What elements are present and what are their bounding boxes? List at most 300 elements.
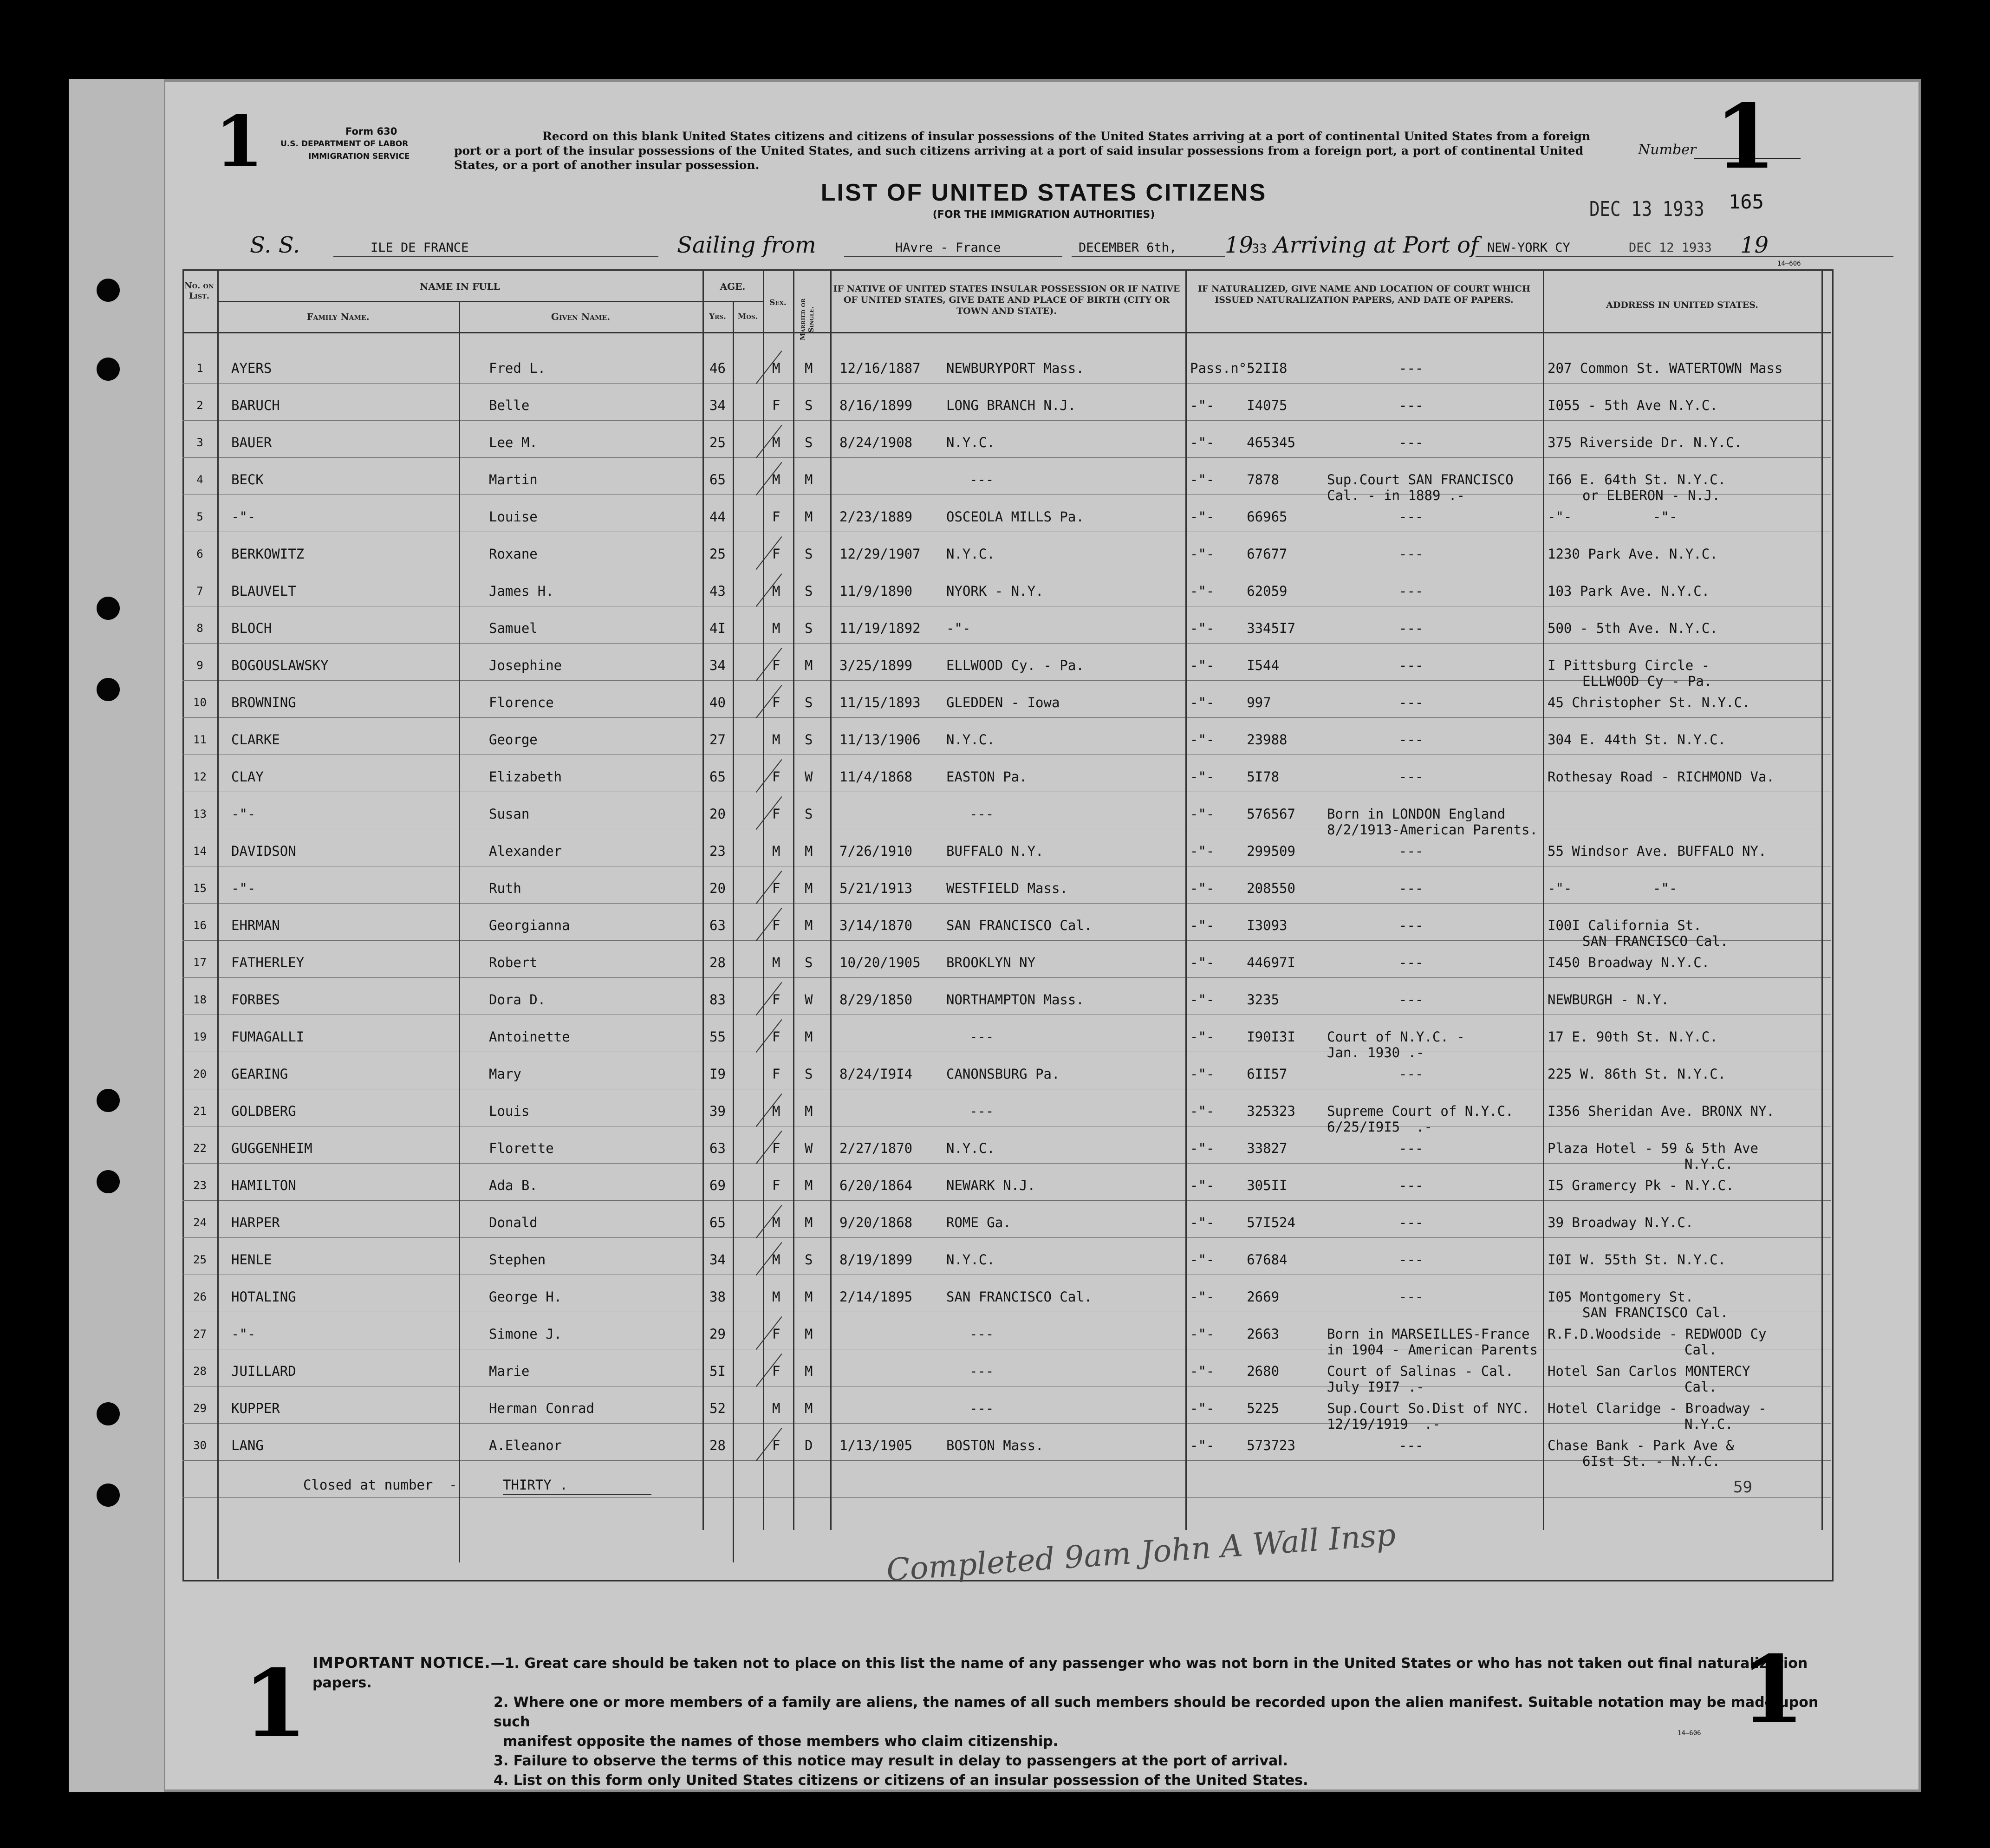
papers-number: -"- 2680 [1190, 1363, 1280, 1379]
marital-status: M [805, 1289, 813, 1305]
age-years: 55 [709, 1029, 726, 1045]
court-info: Sup.Court SAN FRANCISCO [1327, 472, 1514, 488]
column-divider [830, 269, 832, 1530]
row-rule [182, 1163, 1831, 1164]
given-name: Lee M. [489, 435, 538, 450]
age-years: 23 [709, 843, 726, 859]
page-title: LIST OF UNITED STATES CITIZENS [820, 179, 1267, 206]
row-rule [182, 717, 1831, 718]
court-info-line2: Cal. - in 1889 .- [1327, 488, 1465, 503]
marital-status: M [805, 1215, 813, 1230]
ship-underline [333, 256, 658, 257]
family-name: FATHERLEY [231, 955, 305, 970]
family-name: GOLDBERG [231, 1103, 296, 1119]
form-instructions: Record on this blank United States citizens and citizens of insular possessions of the United States arriving at a port of continental United States from a foreign port or a port of the insular possessions of the United States, and such citizens arriving at a port of said insular possessions from a foreign port, a port of continental United States, or a port of another insular possession. [454, 130, 1591, 172]
column-divider [1821, 269, 1823, 1530]
papers-number: -"- 3235 [1190, 992, 1280, 1008]
row-number: 8 [196, 622, 203, 635]
address: 225 W. 86th St. N.Y.C. [1548, 1066, 1726, 1082]
header-sex: Sex. [769, 298, 787, 307]
papers-number: -"- 6II57 [1190, 1066, 1288, 1082]
address: I66 E. 64th St. N.Y.C. [1548, 472, 1726, 488]
row-number: 28 [193, 1365, 207, 1378]
family-name: BLAUVELT [231, 583, 296, 599]
row-number: 24 [193, 1216, 207, 1229]
sailing-label: Sailing from [677, 232, 816, 258]
sex: F [772, 769, 780, 785]
birth-date: 5/21/1913 [839, 880, 913, 896]
age-years: 63 [709, 1140, 726, 1156]
header-family-name: Family Name. [306, 311, 370, 322]
given-name: Ada B. [489, 1178, 538, 1193]
given-name: Georgianna [489, 917, 570, 933]
ss-label: S. S. [250, 232, 300, 258]
court-info: --- [1399, 360, 1424, 376]
birth-place: BROOKLYN NY [946, 955, 1036, 970]
court-info: Born in LONDON England [1327, 806, 1506, 822]
arrival-port: NEW-YORK CY [1487, 241, 1570, 255]
row-rule [182, 1237, 1831, 1238]
age-years: 63 [709, 917, 726, 933]
notice-item-1: —1. Great care should be taken not to place on this list the name of any passenger who was not born in the United States or who has not taken out final naturalization papers. [312, 1655, 1808, 1691]
row-number: 7 [196, 585, 203, 598]
marital-status: S [805, 1066, 813, 1082]
given-name: Elizabeth [489, 769, 562, 785]
given-name: Fred L. [489, 360, 546, 376]
court-info: --- [1399, 1178, 1424, 1193]
court-info: --- [1399, 620, 1424, 636]
marital-status: M [805, 1029, 813, 1045]
departure-date: DECEMBER 6th, [1079, 241, 1177, 255]
birth-date: 8/16/1899 [839, 397, 913, 413]
sex: M [772, 1400, 780, 1416]
age-years: 28 [709, 955, 726, 970]
closed-at-value: THIRTY . [503, 1477, 568, 1493]
address: 500 - 5th Ave. N.Y.C. [1548, 620, 1718, 636]
court-info-line2: July I9I7 .- [1327, 1379, 1424, 1395]
court-info: --- [1399, 1289, 1424, 1305]
notice-item-4: 4. List on this form only United States citizens or citizens of an insular possession of the United States. [494, 1772, 1308, 1789]
marital-status: S [805, 732, 813, 748]
header-given-name: Given Name. [551, 311, 611, 322]
court-info: --- [1399, 435, 1424, 450]
given-name: Louise [489, 509, 538, 525]
row-number: 17 [193, 956, 207, 969]
column-divider [702, 269, 704, 1530]
papers-number: -"- 573723 [1190, 1438, 1295, 1453]
family-name: LANG [231, 1438, 264, 1453]
marital-status: M [805, 1103, 813, 1119]
sex: F [772, 1066, 780, 1082]
birth-date: 2/14/1895 [839, 1289, 913, 1305]
family-name: GEARING [231, 1066, 288, 1082]
header-naturalized: IF NATURALIZED, GIVE NAME AND LOCATION OF COURT WHICH ISSUED NATURALIZATION PAPERS, AND DATE OF PAPERS. [1198, 284, 1530, 305]
header-name-in-full: NAME IN FULL [420, 281, 500, 292]
birth-place: NORTHAMPTON Mass. [946, 992, 1084, 1008]
address: Chase Bank - Park Ave & [1548, 1438, 1734, 1453]
family-name: HENLE [231, 1252, 272, 1268]
voyage-line [250, 232, 1801, 260]
given-name: George H. [489, 1289, 562, 1305]
form-number: Form 630 [345, 126, 397, 137]
birth-place: CANONSBURG Pa. [946, 1066, 1060, 1082]
sex: M [772, 1215, 780, 1230]
papers-number: -"- 67677 [1190, 546, 1288, 562]
row-number: 14 [193, 845, 207, 858]
stamp-number: 165 [1729, 190, 1764, 213]
age-years: 65 [709, 1215, 726, 1230]
court-info-line2: 12/19/1919 .- [1327, 1416, 1441, 1432]
form-code-bottom: 14—606 [1678, 1730, 1701, 1737]
sex: M [772, 1103, 780, 1119]
age-years: 25 [709, 546, 726, 562]
court-info: --- [1399, 955, 1424, 970]
sex: M [772, 360, 780, 376]
given-name: Martin [489, 472, 538, 488]
notice-item-2a: 2. Where one or more members of a family are aliens, the names of all such members should be recorded upon the alien manifest. Suitable notation may be made upon such [494, 1694, 1819, 1730]
family-name: CLAY [231, 769, 264, 785]
notice-item-3: 3. Failure to observe the terms of this notice may result in delay to passengers at the port of arrival. [494, 1753, 1288, 1769]
sex: F [772, 657, 780, 673]
marital-status: M [805, 843, 813, 859]
header-age: AGE. [720, 281, 746, 292]
family-name: EHRMAN [231, 917, 280, 933]
address: -"- -"- [1548, 509, 1678, 525]
age-years: 43 [709, 583, 726, 599]
birth-date: 8/24/1908 [839, 435, 913, 450]
address: Hotel Claridge - Broadway - [1548, 1400, 1767, 1416]
notice-item-2b: manifest opposite the names of those members who claim citizenship. [503, 1733, 1059, 1750]
row-number: 30 [193, 1439, 207, 1452]
marital-status: S [805, 955, 813, 970]
birth-place: BOSTON Mass. [946, 1438, 1044, 1453]
row-rule [182, 1423, 1831, 1424]
address: 17 E. 90th St. N.Y.C. [1548, 1029, 1718, 1045]
row-number: 11 [193, 733, 207, 746]
papers-number: -"- 208550 [1190, 880, 1295, 896]
address: -"- -"- [1548, 880, 1678, 896]
court-info: --- [1399, 546, 1424, 562]
row-number: 25 [193, 1253, 207, 1266]
column-divider [217, 269, 219, 1579]
year-value: 33 [1252, 241, 1267, 256]
address-line2: 6Ist St. - N.Y.C. [1582, 1453, 1720, 1469]
birth-place: NEWBURYPORT Mass. [946, 360, 1084, 376]
age-years: 69 [709, 1178, 726, 1193]
sex: M [772, 620, 780, 636]
address: 103 Park Ave. N.Y.C. [1548, 583, 1710, 599]
birth-place: --- [969, 1326, 994, 1342]
given-name: Dora D. [489, 992, 546, 1008]
address: 207 Common St. WATERTOWN Mass [1548, 360, 1783, 376]
court-info: --- [1399, 695, 1424, 710]
inspector-signature: Completed 9am John A Wall Insp [885, 1516, 1397, 1588]
row-number: 5 [196, 510, 203, 523]
birth-place: SAN FRANCISCO Cal. [946, 917, 1093, 933]
given-name: Robert [489, 955, 538, 970]
birth-date: 7/26/1910 [839, 843, 913, 859]
header-divider [702, 301, 763, 302]
birth-place: NEWARK N.J. [946, 1178, 1036, 1193]
court-info: --- [1399, 1252, 1424, 1268]
punch-hole [97, 678, 120, 701]
header-address: ADDRESS IN UNITED STATES. [1606, 300, 1758, 310]
age-years: 4I [709, 620, 726, 636]
sex: F [772, 806, 780, 822]
age-years: 38 [709, 1289, 726, 1305]
family-name: GUGGENHEIM [231, 1140, 312, 1156]
row-rule [182, 643, 1831, 644]
address: 39 Broadway N.Y.C. [1548, 1215, 1694, 1230]
given-name: Mary [489, 1066, 521, 1082]
age-years: 65 [709, 769, 726, 785]
sex: M [772, 1252, 780, 1268]
birth-place: EASTON Pa. [946, 769, 1028, 785]
papers-number: -"- I4075 [1190, 397, 1288, 413]
age-years: 34 [709, 657, 726, 673]
sex: F [772, 992, 780, 1008]
birth-place: N.Y.C. [946, 732, 995, 748]
birth-place: LONG BRANCH N.J. [946, 397, 1076, 413]
departure-underline [844, 256, 1062, 257]
court-info: Supreme Court of N.Y.C. [1327, 1103, 1514, 1119]
given-name: Susan [489, 806, 530, 822]
given-name: Alexander [489, 843, 562, 859]
given-name: Stephen [489, 1252, 546, 1268]
marital-status: W [805, 992, 813, 1008]
papers-number: -"- 299509 [1190, 843, 1295, 859]
family-name: DAVIDSON [231, 843, 296, 859]
address: Rothesay Road - RICHMOND Va. [1548, 769, 1775, 785]
papers-number: -"- I544 [1190, 657, 1280, 673]
age-years: 83 [709, 992, 726, 1008]
birth-place: --- [969, 806, 994, 822]
papers-number: Pass.n°52II8 [1190, 360, 1288, 376]
row-rule [182, 903, 1831, 904]
birth-place: OSCEOLA MILLS Pa. [946, 509, 1084, 525]
family-name: CLARKE [231, 732, 280, 748]
marital-status: D [805, 1438, 813, 1453]
court-info-line2: 8/2/1913-American Parents. [1327, 822, 1538, 838]
papers-number: -"- 2663 [1190, 1326, 1280, 1342]
birth-place: ELLWOOD Cy. - Pa. [946, 657, 1084, 673]
papers-number: -"- 3345I7 [1190, 620, 1295, 636]
sex: F [772, 1438, 780, 1453]
address: I450 Broadway N.Y.C. [1548, 955, 1710, 970]
birth-place: N.Y.C. [946, 435, 995, 450]
papers-number: -"- I3093 [1190, 917, 1288, 933]
court-info: --- [1399, 769, 1424, 785]
punch-hole [97, 1402, 120, 1425]
form-service: IMMIGRATION SERVICE [308, 152, 410, 161]
age-years: 46 [709, 360, 726, 376]
birth-date: 8/19/1899 [839, 1252, 913, 1268]
address: I356 Sheridan Ave. BRONX NY. [1548, 1103, 1775, 1119]
given-name: Florence [489, 695, 554, 710]
row-number: 19 [193, 1030, 207, 1043]
row-rule [182, 420, 1831, 421]
address: 45 Christopher St. N.Y.C. [1548, 695, 1750, 710]
birth-place: --- [969, 472, 994, 488]
address-line2: N.Y.C. [1684, 1416, 1733, 1432]
page-subtitle: (FOR THE IMMIGRATION AUTHORITIES) [932, 209, 1155, 221]
address: I5 Gramercy Pk - N.Y.C. [1548, 1178, 1734, 1193]
papers-number: -"- 23988 [1190, 732, 1288, 748]
binding-strip [69, 79, 165, 1792]
punch-hole [97, 1170, 120, 1193]
header-years: Yrs. [709, 312, 726, 321]
row-number: 13 [193, 807, 207, 820]
sheet-mark-top-left: 1 [215, 101, 264, 182]
birth-date: 10/20/1905 [839, 955, 921, 970]
papers-number: -"- 67684 [1190, 1252, 1288, 1268]
birth-place: ROME Ga. [946, 1215, 1011, 1230]
age-years: 44 [709, 509, 726, 525]
address: 1230 Park Ave. N.Y.C. [1548, 546, 1718, 562]
sex: F [772, 1363, 780, 1379]
marital-status: W [805, 1140, 813, 1156]
form-department: U.S. DEPARTMENT OF LABOR [280, 139, 409, 149]
family-name: BARUCH [231, 397, 280, 413]
form-header [280, 125, 410, 163]
court-info: --- [1399, 1438, 1424, 1453]
marital-status: M [805, 880, 813, 896]
marital-status: S [805, 583, 813, 599]
family-name: BLOCH [231, 620, 272, 636]
papers-number: -"- 7878 [1190, 472, 1280, 488]
sex: F [772, 546, 780, 562]
birth-date: 3/14/1870 [839, 917, 913, 933]
marital-status: M [805, 360, 813, 376]
court-info: --- [1399, 880, 1424, 896]
sex: M [772, 732, 780, 748]
row-number: 9 [196, 659, 203, 672]
age-years: 5I [709, 1363, 726, 1379]
row-number: 26 [193, 1290, 207, 1303]
family-name: FUMAGALLI [231, 1029, 305, 1045]
birth-date: 11/19/1892 [839, 620, 921, 636]
column-divider [1185, 269, 1187, 1530]
court-info-line2: in 1904 - American Parents [1327, 1342, 1538, 1358]
form-code: 14—606 [1777, 260, 1801, 267]
marital-status: M [805, 917, 813, 933]
address-line2: SAN FRANCISCO Cal. [1582, 1305, 1729, 1321]
birth-date: 11/13/1906 [839, 732, 921, 748]
age-years: 29 [709, 1326, 726, 1342]
address-line2: ELLWOOD Cy - Pa. [1582, 673, 1712, 689]
punch-hole [97, 597, 120, 620]
family-name: BERKOWITZ [231, 546, 305, 562]
birth-date: 11/9/1890 [839, 583, 913, 599]
family-name: JUILLARD [231, 1363, 296, 1379]
address-line2: Cal. [1684, 1379, 1717, 1395]
row-number: 10 [193, 696, 207, 709]
birth-date: 12/29/1907 [839, 546, 921, 562]
age-years: 20 [709, 880, 726, 896]
important-notice [312, 1653, 1845, 1790]
sex: F [772, 1178, 780, 1193]
age-years: 40 [709, 695, 726, 710]
departure-port: HAvre - France [895, 241, 1001, 255]
row-number: 16 [193, 919, 207, 932]
punch-hole [97, 1484, 120, 1507]
closed-at-label: Closed at number - [303, 1477, 457, 1493]
court-info: --- [1399, 397, 1424, 413]
row-number: 1 [196, 362, 203, 375]
sex: M [772, 472, 780, 488]
closed-underline [503, 1494, 651, 1495]
marital-status: M [805, 657, 813, 673]
sex: F [772, 917, 780, 933]
address: Hotel San Carlos MONTERCY [1548, 1363, 1750, 1379]
birth-date: 2/27/1870 [839, 1140, 913, 1156]
given-name: Herman Conrad [489, 1400, 594, 1416]
papers-number: -"- 62059 [1190, 583, 1288, 599]
arriving-label: Arriving at Port of [1274, 232, 1479, 258]
sex: F [772, 695, 780, 710]
marital-status: S [805, 397, 813, 413]
birth-place: SAN FRANCISCO Cal. [946, 1289, 1093, 1305]
ship-name: ILE DE FRANCE [371, 241, 469, 255]
sex: M [772, 843, 780, 859]
address: I05 Montgomery St. [1548, 1289, 1694, 1305]
age-years: 34 [709, 1252, 726, 1268]
family-name: -"- [231, 509, 256, 525]
given-name: Josephine [489, 657, 562, 673]
papers-number: -"- 997 [1190, 695, 1271, 710]
address: I055 - 5th Ave N.Y.C. [1548, 397, 1718, 413]
header-married-single: Married or Single. [799, 298, 815, 341]
papers-number: -"- 576567 [1190, 806, 1295, 822]
papers-number: -"- I90I3I [1190, 1029, 1295, 1045]
header-no: No. on List. [184, 281, 214, 301]
header-birth: IF NATIVE OF UNITED STATES INSULAR POSSESSION OR IF NATIVE OF UNITED STATES, GIVE DATE AND PLACE OF BIRTH (CITY OR TOWN AND STATE). [833, 284, 1180, 316]
papers-number: -"- 2669 [1190, 1289, 1280, 1305]
row-number: 29 [193, 1402, 207, 1415]
marital-status: S [805, 1252, 813, 1268]
age-years: 27 [709, 732, 726, 748]
row-rule [182, 383, 1831, 384]
age-years: I9 [709, 1066, 726, 1082]
court-info: Sup.Court So.Dist of NYC. [1327, 1400, 1530, 1416]
court-info: --- [1399, 843, 1424, 859]
address: I Pittsburg Circle - [1548, 657, 1710, 673]
punch-hole [97, 279, 120, 302]
age-years: 34 [709, 397, 726, 413]
row-rule [182, 977, 1831, 978]
row-number: 6 [196, 547, 203, 560]
family-name: KUPPER [231, 1400, 280, 1416]
sheet-mark-bottom-left: 1 [243, 1649, 308, 1758]
date-underline [1072, 256, 1225, 257]
age-years: 39 [709, 1103, 726, 1119]
family-name: BOGOUSLAWSKY [231, 657, 329, 673]
birth-place: NYORK - N.Y. [946, 583, 1044, 599]
papers-number: -"- 33827 [1190, 1140, 1288, 1156]
row-number: 20 [193, 1067, 207, 1080]
column-divider [763, 269, 764, 1530]
birth-date: 11/4/1868 [839, 769, 913, 785]
birth-place: --- [969, 1029, 994, 1045]
header-divider [217, 301, 702, 302]
birth-place: N.Y.C. [946, 1252, 995, 1268]
address: R.F.D.Woodside - REDWOOD Cy [1548, 1326, 1767, 1342]
row-rule [182, 1200, 1831, 1201]
address: I0I W. 55th St. N.Y.C. [1548, 1252, 1726, 1268]
birth-place: N.Y.C. [946, 546, 995, 562]
punch-hole [97, 1089, 120, 1112]
papers-number: -"- 5I78 [1190, 769, 1280, 785]
